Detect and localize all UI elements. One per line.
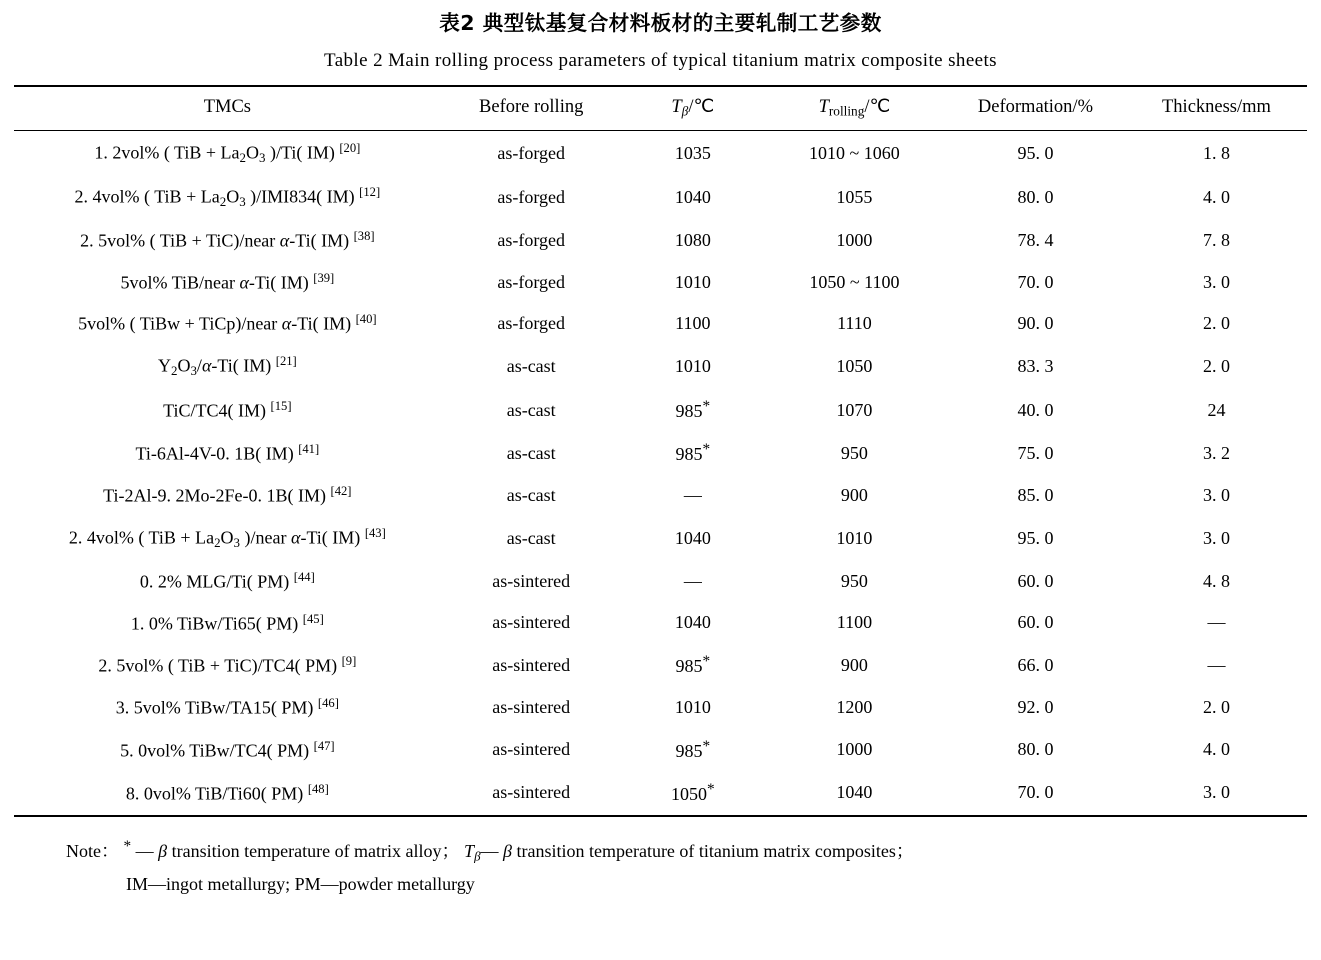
- column-header-deformation: Deformation/%: [945, 86, 1126, 131]
- cell-tmcs: 2. 5vol% ( TiB + TiC)/TC4( PM) [9]: [98, 653, 357, 676]
- cell-thickness: 2. 0: [1202, 356, 1230, 377]
- table-row: [14, 561, 1307, 603]
- cell-tmcs: 5vol% ( TiBw + TiCp)/near α-Ti( IM) [40]: [78, 312, 377, 334]
- cell-t-beta: 1010: [674, 271, 711, 292]
- cell-t-beta: 1040: [674, 612, 711, 633]
- column-header-thickness: Thickness/mm: [1126, 86, 1307, 131]
- table-row: [14, 516, 1307, 560]
- cell-t-beta: 1010: [674, 697, 711, 718]
- cell-before-rolling: as-sintered: [492, 654, 571, 675]
- cell-deformation: 85. 0: [1017, 485, 1054, 506]
- table-body: [14, 131, 1307, 816]
- cell-t-rolling: 1050 ~ 1100: [809, 271, 900, 292]
- cell-t-rolling: 1110: [837, 313, 872, 334]
- cell-tmcs: 5vol% TiB/near α-Ti( IM) [39]: [120, 270, 335, 293]
- table-row: [14, 176, 1307, 220]
- cell-deformation: 80. 0: [1017, 187, 1054, 208]
- cell-t-beta: 1040: [674, 527, 711, 548]
- cell-deformation: 66. 0: [1017, 654, 1054, 675]
- cell-thickness: 24: [1207, 399, 1226, 420]
- cell-before-rolling: as-cast: [506, 485, 556, 506]
- cell-before-rolling: as-forged: [497, 313, 566, 334]
- table-head: [14, 86, 1307, 131]
- cell-t-rolling: 1070: [836, 399, 873, 420]
- cell-t-beta: 1040: [674, 187, 711, 208]
- cell-t-rolling: 900: [840, 654, 868, 675]
- cell-deformation: 78. 4: [1017, 230, 1054, 251]
- cell-t-beta: 1100: [675, 313, 711, 334]
- cell-t-rolling: 1100: [836, 612, 873, 633]
- cell-tmcs: TiC/TC4( IM) [15]: [163, 398, 292, 421]
- cell-t-beta: 985*: [675, 398, 711, 422]
- cell-tmcs: 0. 2% MLG/Ti( PM) [44]: [139, 570, 315, 592]
- cell-t-rolling: 1000: [836, 739, 873, 760]
- column-header-t-beta: $T_\beta/℃$: [622, 86, 764, 131]
- cell-before-rolling: as-cast: [506, 356, 556, 377]
- cell-t-beta: 985*: [675, 737, 711, 761]
- cell-thickness: 3. 0: [1202, 271, 1230, 292]
- table-notes: [14, 833, 1307, 902]
- cell-thickness: 2. 0: [1202, 313, 1230, 334]
- cell-thickness: 3. 0: [1202, 527, 1230, 548]
- cell-tmcs: 1. 0% TiBw/Ti65( PM) [45]: [130, 611, 324, 634]
- cell-before-rolling: as-forged: [497, 143, 566, 164]
- cell-before-rolling: as-forged: [497, 271, 566, 292]
- cell-t-rolling: 1010 ~ 1060: [809, 143, 900, 164]
- cell-deformation: 95. 0: [1017, 527, 1054, 548]
- cell-t-rolling: 1010: [836, 527, 873, 548]
- table-row: [14, 687, 1307, 729]
- cell-before-rolling: as-forged: [497, 187, 566, 208]
- table-row: [14, 303, 1307, 345]
- cell-thickness: —: [1207, 612, 1226, 633]
- cell-thickness: 2. 0: [1202, 697, 1230, 718]
- cell-thickness: 4. 8: [1202, 570, 1230, 591]
- cell-thickness: 3. 2: [1202, 442, 1230, 463]
- cell-thickness: 4. 0: [1202, 187, 1230, 208]
- table-row: [14, 644, 1307, 687]
- cell-t-beta: 1035: [674, 143, 711, 164]
- rolling-parameters-table: [14, 85, 1307, 817]
- cell-deformation: 60. 0: [1017, 612, 1054, 633]
- cell-deformation: 95. 0: [1017, 143, 1054, 164]
- cell-deformation: 92. 0: [1017, 697, 1054, 718]
- cell-tmcs: 5. 0vol% TiBw/TC4( PM) [47]: [120, 738, 335, 761]
- cell-before-rolling: as-cast: [506, 399, 556, 420]
- cell-tmcs: 2. 4vol% ( TiB + $La_2O_3$ )/near α-Ti( IM) [43]: [68, 525, 386, 551]
- cell-tmcs: Ti-2Al-9. 2Mo-2Fe-0. 1B( IM) [42]: [103, 484, 352, 506]
- cell-t-rolling: 900: [840, 485, 868, 506]
- page-title-cn: 表2 典型钛基复合材料板材的主要轧制工艺参数: [439, 11, 882, 35]
- table-row: [14, 131, 1307, 176]
- cell-t-rolling: 1000: [836, 230, 873, 251]
- cell-before-rolling: as-forged: [497, 230, 566, 251]
- table-row: [14, 389, 1307, 432]
- table-row: [14, 220, 1307, 262]
- page-title-en: Table 2 Main rolling process parameters of typical titanium matrix composite sheets: [324, 49, 997, 71]
- cell-thickness: 1. 8: [1202, 143, 1230, 164]
- table-row: [14, 432, 1307, 475]
- cell-t-beta: 1010: [674, 356, 711, 377]
- column-header-before-rolling: Before rolling: [441, 86, 622, 131]
- table-row: [14, 475, 1307, 517]
- column-header-tmcs: TMCs: [14, 86, 441, 131]
- cell-tmcs: 3. 5vol% TiBw/TA15( PM) [46]: [115, 696, 339, 718]
- cell-t-rolling: 1050: [836, 356, 873, 377]
- cell-before-rolling: as-sintered: [492, 570, 571, 591]
- cell-tmcs: 2. 4vol% ( TiB + $La_2O_3$ )/IMI834( IM) [12]: [74, 185, 381, 210]
- table-row: [14, 344, 1307, 388]
- cell-t-beta: 985*: [675, 441, 711, 465]
- cell-deformation: 60. 0: [1017, 570, 1054, 591]
- note-line-2: IM—ingot metallurgy; PM—powder metallurgy: [126, 874, 475, 895]
- cell-thickness: 3. 0: [1202, 485, 1230, 506]
- table-header-row: [14, 86, 1307, 131]
- cell-before-rolling: as-sintered: [492, 697, 571, 718]
- cell-deformation: 80. 0: [1017, 739, 1054, 760]
- cell-t-beta: 1050*: [622, 771, 764, 815]
- cell-t-rolling: 1200: [836, 697, 873, 718]
- cell-deformation: 83. 3: [1017, 356, 1054, 377]
- cell-tmcs: 8. 0vol% TiB/Ti60( PM) [48]: [14, 771, 441, 815]
- cell-t-rolling: 950: [840, 570, 868, 591]
- table-row: [14, 261, 1307, 303]
- column-header-t-rolling: $T_{rolling}/℃$: [764, 86, 945, 131]
- cell-deformation: 70. 0: [1017, 271, 1054, 292]
- table-row: [14, 602, 1307, 644]
- cell-thickness: —: [1207, 654, 1226, 675]
- cell-deformation: 70. 0: [945, 771, 1126, 815]
- cell-before-rolling: as-sintered: [492, 612, 571, 633]
- cell-tmcs: 1. 2vol% ( TiB + $La_2O_3$ )/Ti( IM) [20]: [94, 140, 361, 166]
- cell-tmcs: Ti-6Al-4V-0. 1B( IM) [41]: [135, 442, 320, 464]
- cell-t-rolling: 1040: [764, 771, 945, 815]
- cell-thickness: 3. 0: [1126, 771, 1307, 815]
- cell-t-beta: 1080: [674, 230, 711, 251]
- cell-t-beta: —: [683, 485, 702, 506]
- cell-t-beta: —: [683, 570, 702, 591]
- cell-t-rolling: 950: [840, 442, 868, 463]
- table-row: [14, 728, 1307, 771]
- cell-before-rolling: as-sintered: [492, 739, 571, 760]
- cell-thickness: 4. 0: [1202, 739, 1230, 760]
- cell-tmcs: 2. 5vol% ( TiB + TiC)/near α-Ti( IM) [38]: [80, 229, 375, 251]
- cell-deformation: 75. 0: [1017, 442, 1054, 463]
- cell-tmcs: $Y_2O_3/\alpha-Ti$( IM) [21]: [157, 353, 297, 379]
- table-row: [14, 771, 1307, 815]
- cell-t-beta: 985*: [675, 653, 711, 677]
- note-line-1: Note： * — β transition temperature of matrix alloy； $T_\beta—$ β transition temperature of titanium matrix composites；: [66, 837, 914, 864]
- cell-t-rolling: 1055: [836, 187, 873, 208]
- cell-deformation: 90. 0: [1017, 313, 1054, 334]
- cell-before-rolling: as-sintered: [441, 771, 622, 815]
- cell-before-rolling: as-cast: [506, 527, 556, 548]
- cell-thickness: 7. 8: [1202, 230, 1230, 251]
- cell-deformation: 40. 0: [1017, 399, 1054, 420]
- cell-before-rolling: as-cast: [506, 442, 556, 463]
